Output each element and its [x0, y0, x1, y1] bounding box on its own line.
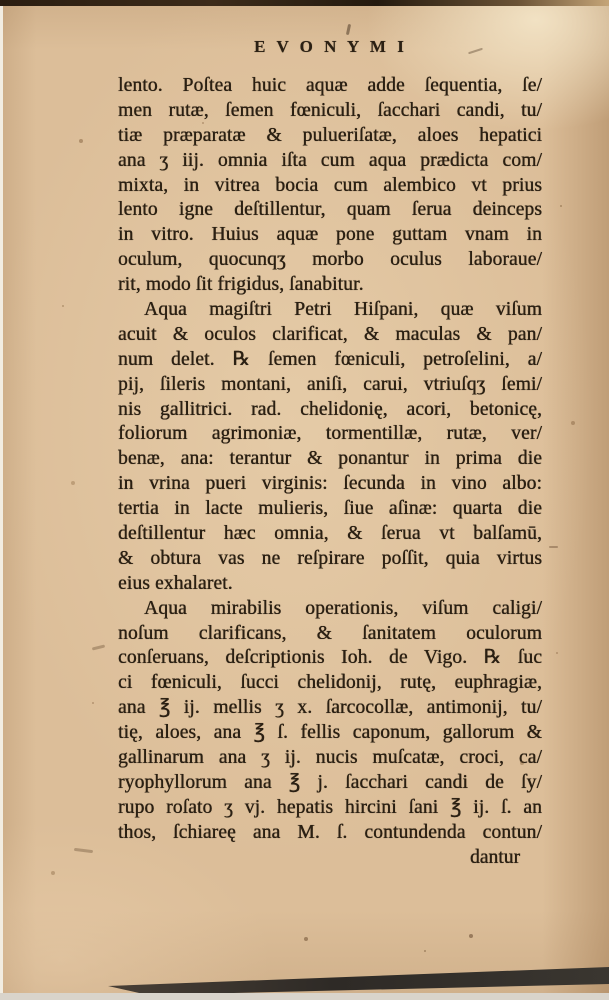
text-line: oculum, quocunqʒ morbo oculus laboraue/: [118, 249, 542, 271]
paragraph: [118, 597, 542, 846]
top-binding-shadow: [0, 0, 609, 6]
text-line: rit, modo ſit frigidus, ſanabitur.: [118, 274, 364, 296]
ink-smudge: [92, 644, 105, 650]
scan-bottom-strip: [0, 993, 609, 1000]
ink-smudge: [74, 848, 93, 853]
paper-speckles: [0, 0, 2, 2]
paragraph: [118, 74, 542, 298]
text-line: foliorum agrimoniæ, tormentillæ, rutæ, ver/: [118, 423, 542, 445]
text-line: thos, ſchiareę ana M. ſ. contundenda contun/: [118, 821, 542, 843]
text-line: acuit & oculos clarificat, & maculas & pan/: [118, 323, 542, 345]
paragraph: [118, 298, 542, 597]
text-line: mixta, in vitrea bocia cum alembico vt prius: [118, 174, 542, 196]
text-line: tertia in lacte mulieris, ſiue aſinæ: quarta die: [118, 498, 542, 520]
text-line: benæ, ana: terantur & ponantur in prima die: [118, 448, 542, 470]
text-line: in vrina pueri virginis: ſecunda in vino albo:: [118, 473, 542, 495]
ink-smudge: [346, 24, 351, 35]
text-line: men rutæ, ſemen fœniculi, ſacchari candi, tu/: [118, 99, 542, 121]
catchword: dantur: [469, 846, 520, 868]
scan-left-edge: [0, 0, 3, 1000]
text-line: lento. Poſtea huic aquæ adde ſequentia, ſe/: [118, 75, 542, 96]
text-line: lento igne deſtillentur, quam ſerua deinceps: [118, 199, 542, 221]
text-line: tię, aloes, ana ℥ ſ. fellis caponum, gallorum &: [118, 722, 542, 744]
text-line: eius exhalaret.: [118, 572, 233, 594]
body-paragraphs: [118, 74, 542, 871]
text-line: Aqua magiſtri Petri Hiſpani, quæ viſum: [144, 299, 542, 321]
text-line: rupo roſato ʒ vj. hepatis hircini ſani ℥ ij. ſ. an: [118, 796, 542, 818]
text-line: ana ℥ ij. mellis ʒ x. ſarcocollæ, antimonij, tu/: [118, 697, 542, 719]
text-line: num delet. ℞ ſemen fœniculi, petroſelini, a/: [118, 348, 542, 370]
text-line: pij, ſileris montani, aniſi, carui, vtriuſqʒ ſemi/: [118, 373, 542, 395]
text-line: & obtura vas ne reſpirare poſſit, quia virtus: [118, 547, 542, 569]
running-title: E V O N Y M I: [254, 37, 406, 56]
text-line: noſum clarificans, & ſanitatem oculorum: [118, 622, 542, 644]
text-line: deſtillentur hæc omnia, & ſerua vt balſamū,: [118, 523, 542, 545]
bottom-page-edge: [0, 966, 609, 996]
ink-smudge: [549, 546, 558, 548]
text-line: ana ʒ iij. omnia iſta cum aqua prædicta com/: [118, 149, 542, 171]
text-line: ryophyllorum ana ℥ j. ſacchari candi de ſy/: [118, 771, 542, 793]
text-line: nis gallitrici. rad. chelidonię, acori, betonicę,: [118, 398, 542, 420]
text-line: Aqua mirabilis operationis, viſum caligi/: [144, 597, 542, 619]
text-line: gallinarum ana ʒ ij. nucis muſcatæ, croci, ca/: [118, 747, 542, 769]
text-line: ci fœniculi, ſucci chelidonij, rutę, euphragiæ,: [118, 672, 542, 694]
text-line: in vitro. Huius aquæ pone guttam vnam in: [118, 224, 542, 246]
text-line: conſeruans, deſcriptionis Ioh. de Vigo. ℞ ſuc: [118, 647, 542, 669]
text-line: tiæ præparatæ & pulueriſatæ, aloes hepatici: [118, 124, 542, 146]
